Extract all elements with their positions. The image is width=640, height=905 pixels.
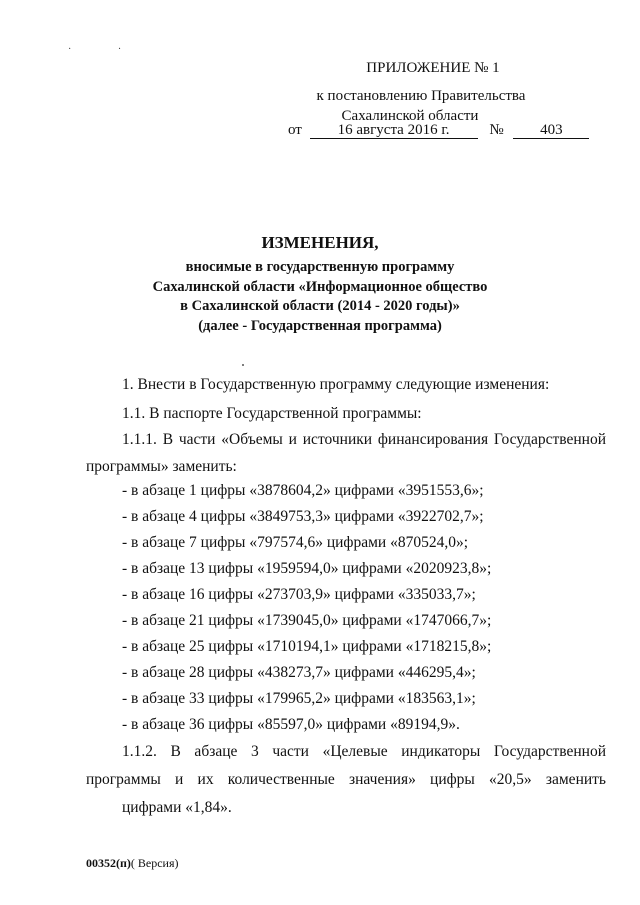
- document-subtitle: [0, 258, 640, 336]
- paragraph-1: 1. Внести в Государственную программу следующие изменения:: [122, 376, 550, 393]
- decree-date: 16 августа 2016 г.: [310, 122, 478, 139]
- list-item: - в абзаце 25 цифры «1710194,1» цифрами «1718215,8»;: [122, 638, 492, 655]
- number-label: №: [489, 122, 504, 138]
- subtitle-line-1: вносимые в государственную программу: [185, 259, 455, 275]
- scan-specks: · ·: [68, 44, 144, 55]
- paragraph-1-1-2-line-2: программы и их количественные значения» цифры «20,5» заменить: [86, 771, 606, 788]
- list-item: - в абзаце 33 цифры «179965,2» цифрами «183563,1»;: [122, 690, 476, 707]
- list-item: - в абзаце 7 цифры «797574,6» цифрами «870524,0»;: [122, 534, 469, 551]
- decree-number: 403: [513, 122, 589, 139]
- from-label: от: [288, 122, 302, 138]
- list-item: - в абзаце 13 цифры «1959594,0» цифрами «2020923,8»;: [122, 560, 492, 577]
- list-item: - в абзаце 1 цифры «3878604,2» цифрами «3951553,6»;: [122, 482, 484, 499]
- paragraph-1-1-1-line-2: программы» заменить:: [86, 458, 237, 475]
- list-item: - в абзаце 36 цифры «85597,0» цифрами «89194,9».: [122, 716, 460, 733]
- appendix-block: [250, 58, 570, 126]
- paragraph-1-1: 1.1. В паспорте Государственной программы:: [122, 405, 422, 422]
- appendix-region-line: Сахалинской области: [341, 108, 479, 124]
- list-item: - в абзаце 21 цифры «1739045,0» цифрами «1747066,7»;: [122, 612, 492, 629]
- document-title: ИЗМЕНЕНИЯ,: [261, 233, 379, 252]
- paragraph-1-1-2-line-1: 1.1.2. В абзаце 3 части «Целевые индикаторы Государственной: [122, 743, 606, 760]
- appendix-title: ПРИЛОЖЕНИЕ № 1: [366, 60, 500, 76]
- subtitle-line-3: в Сахалинской области (2014 - 2020 годы)»: [180, 298, 460, 314]
- decree-date-line: [288, 122, 589, 139]
- list-item: - в абзаце 28 цифры «438273,7» цифрами «446295,4»;: [122, 664, 476, 681]
- scan-dot: [242, 364, 244, 366]
- paragraph-1-1-2-line-3: цифрами «1,84».: [122, 799, 232, 816]
- appendix-decree-line: к постановлению Правительства: [316, 88, 526, 104]
- list-item: - в абзаце 16 цифры «273703,9» цифрами «335033,7»;: [122, 586, 476, 603]
- list-item: - в абзаце 4 цифры «3849753,3» цифрами «3922702,7»;: [122, 508, 484, 525]
- footer-version: [86, 856, 179, 871]
- paragraph-1-1-1-line-1: 1.1.1. В части «Объемы и источники финансирования Государственной: [122, 431, 606, 448]
- subtitle-line-2: Сахалинской области «Информационное общество: [152, 278, 488, 295]
- subtitle-line-4: (далее - Государственная программа): [198, 317, 442, 334]
- document-code: 00352(п): [86, 856, 131, 870]
- version-label: ( Версия): [130, 856, 179, 870]
